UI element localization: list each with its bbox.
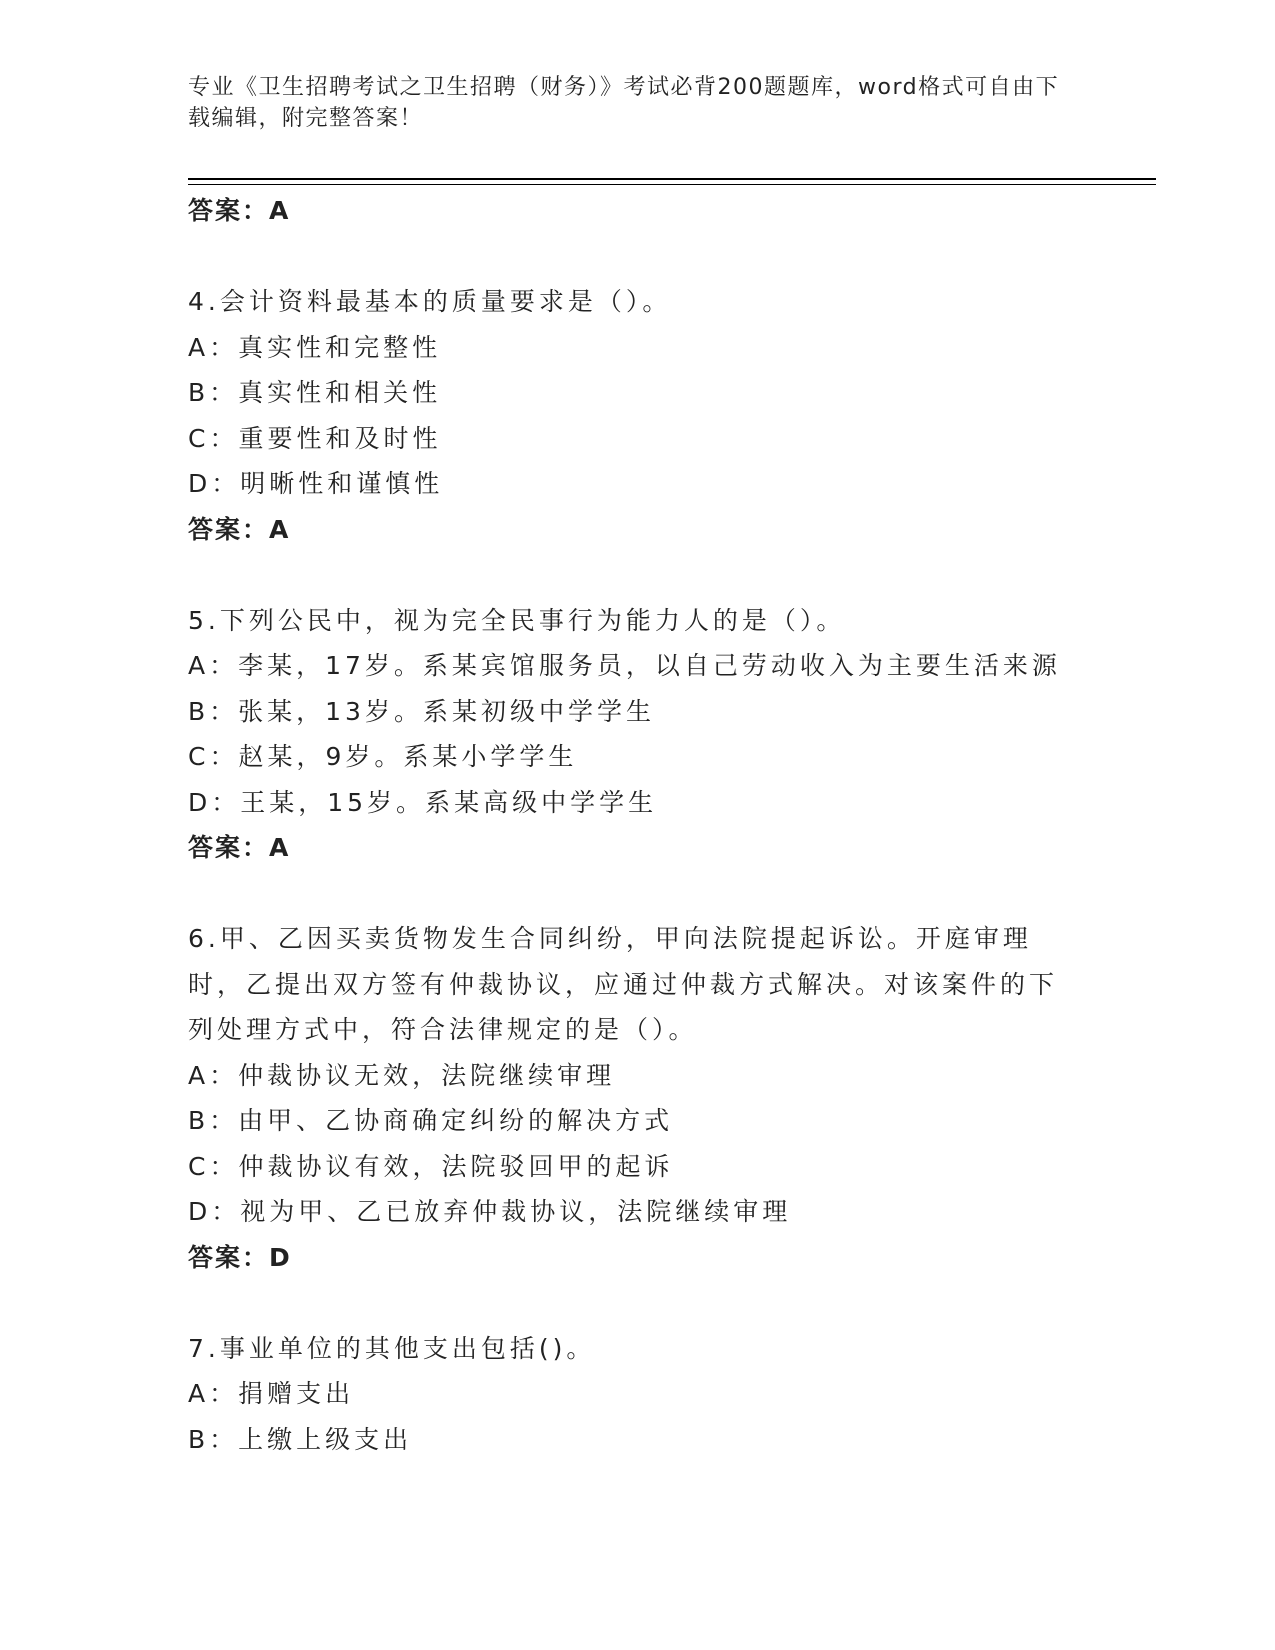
option-a: A：捐赠支出: [188, 1379, 355, 1408]
spacer: [188, 552, 1088, 598]
option-d: D：王某，15岁。系某高级中学学生: [188, 787, 658, 817]
option-a: A：真实性和完整性: [188, 332, 442, 362]
answer-line: 答案：D: [188, 1242, 292, 1272]
question-text: 6.甲、乙因买卖货物发生合同纠纷，甲向法院提起诉讼。开庭审理时，乙提出双方签有仲裁协议，应通过仲裁方式解决。对该案件的下列处理方式中，符合法律规定的是（）。: [188, 924, 1059, 1044]
option-b: B：上缴上级支出: [188, 1424, 413, 1454]
option-b: B：由甲、乙协商确定纠纷的解决方式: [188, 1106, 674, 1135]
header-divider-thick: [188, 178, 1156, 180]
question-block: [188, 598, 1088, 871]
option-d: D：明晰性和谨慎性: [188, 469, 444, 498]
option-b: B：真实性和相关性: [188, 378, 442, 407]
document-header: 专业《卫生招聘考试之卫生招聘（财务）》考试必背200题题库，word格式可自由下载编辑，附完整答案！: [188, 75, 1060, 131]
option-c: C：重要性和及时性: [188, 423, 442, 453]
spacer: [188, 234, 1088, 280]
option-c: C：赵某，9岁。系某小学学生: [188, 742, 578, 771]
option-a: A：仲裁协议无效，法院继续审理: [188, 1060, 616, 1090]
option-b: B：张某，13岁。系某初级中学学生: [188, 696, 655, 726]
question-text: 7.事业单位的其他支出包括()。: [188, 1333, 596, 1363]
answer-line: 答案：A: [188, 514, 291, 544]
option-d: D：视为甲、乙已放弃仲裁协议，法院继续审理: [188, 1197, 792, 1226]
spacer: [188, 1280, 1088, 1326]
header-divider-thin: [188, 184, 1156, 185]
question-list: [188, 188, 1088, 1462]
option-a: A：李某，17岁。系某宾馆服务员，以自己劳动收入为主要生活来源: [188, 651, 1061, 680]
question-text: 4.会计资料最基本的质量要求是（）。: [188, 287, 672, 316]
question-block: [188, 1326, 1088, 1463]
question-text: 5.下列公民中，视为完全民事行为能力人的是（）。: [188, 605, 846, 635]
answer-line: 答案：A: [188, 833, 291, 862]
question-block: [188, 279, 1088, 552]
question-block: [188, 916, 1088, 1280]
spacer: [188, 871, 1088, 917]
answer-line: 答案：A: [188, 196, 291, 225]
option-c: C：仲裁协议有效，法院驳回甲的起诉: [188, 1151, 674, 1181]
